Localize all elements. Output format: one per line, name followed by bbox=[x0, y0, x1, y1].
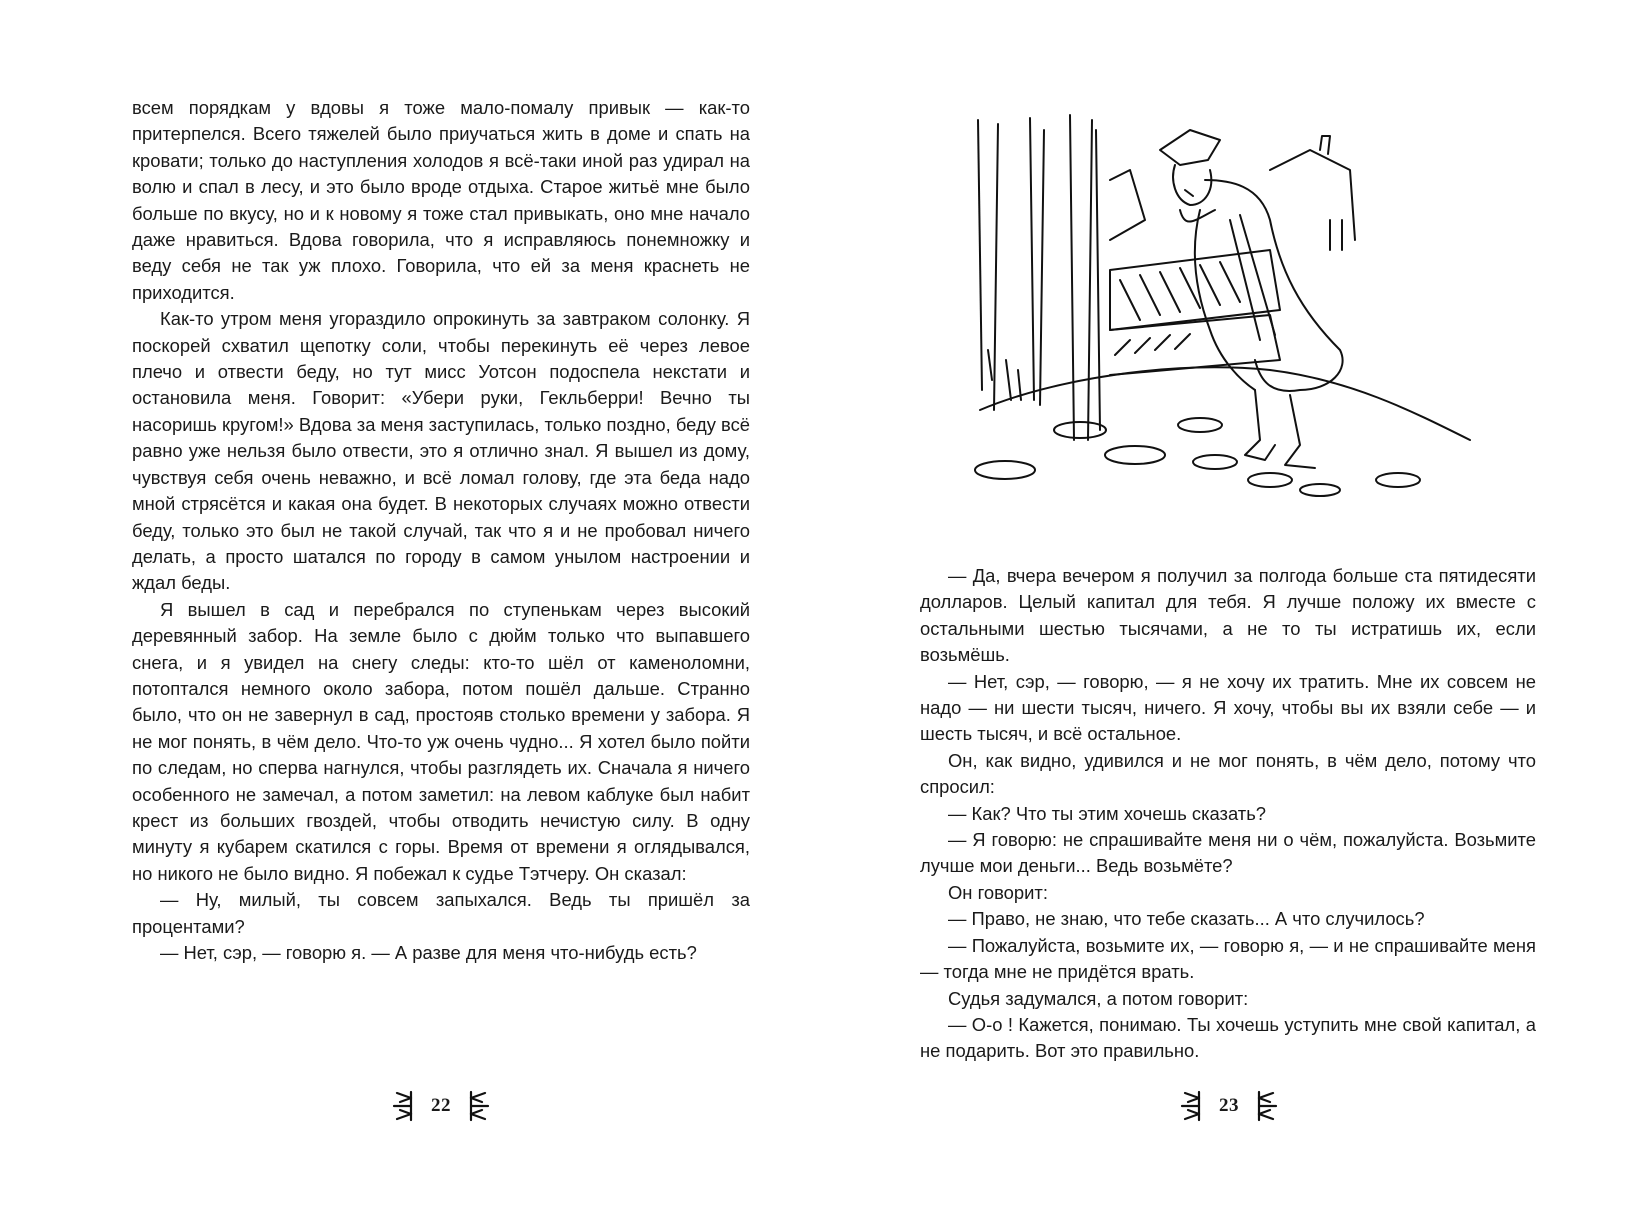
paragraph: — Да, вчера вечером я получил за полгода больше ста пятидесяти долларов. Целый капитал для тебя. Я лучше положу их вместе с остальными шестью тысячами, а не то ты истратишь их, если возьмёшь. bbox=[920, 565, 1536, 666]
paragraph: Он говорит: bbox=[948, 881, 1048, 903]
paragraph: — Ну, милый, ты совсем запыхался. Ведь ты пришёл за процентами? bbox=[132, 889, 750, 937]
page-number: 22 bbox=[431, 1095, 451, 1116]
left-page-text bbox=[132, 95, 750, 966]
paragraph: — О-о ! Кажется, понимаю. Ты хочешь уступить мне свой капитал, а не подарить. Вот это правильно. bbox=[920, 1013, 1536, 1062]
paragraph: Я вышел в сад и перебрался по ступенькам через высокий деревянный забор. На земле было с дюйм только что выпавшего снега, и я увидел на снегу следы: кто-то шёл от каменоломни, потоптался немного около забора, потом пошёл дальше. Странно было, что он не завернул в сад, простояв столько времени у забора. Я не мог понять, в чём дело. Что-то уж очень чудно... Я хотел было пойти по следам, но сперва нагнулся, чтобы разглядеть их. Сначала я ничего особенного не замечал, а потом заметил: на левом каблуке был набит крест из больших гвоздей, чтобы отводить нечистую силу. В одну минуту я кубарем скатился с горы. Время от времени я оглядывался, но никого не было видно. Я побежал к судье Тэтчеру. Он сказал: bbox=[132, 598, 750, 884]
paragraph: Он, как видно, удивился и не мог понять, в чём дело, потому что спросил: bbox=[920, 749, 1536, 798]
paragraph: Судья задумался, а потом говорит: bbox=[948, 987, 1249, 1009]
ornament-left-icon bbox=[391, 1090, 417, 1122]
ornament-right-icon bbox=[465, 1090, 491, 1122]
paragraph: — Право, не знаю, что тебе сказать... А что случилось? bbox=[948, 908, 1425, 930]
ornament-left-icon bbox=[1179, 1090, 1205, 1122]
paragraph: — Я говорю: не спрашивайте меня ни о чём, пожалуйста. Возьмите лучше мои деньги... Ведь возьмёте? bbox=[920, 829, 1536, 877]
paragraph: — Нет, сэр, — говорю я. — А разве для меня что-нибудь есть? bbox=[160, 942, 697, 963]
page-number: 23 bbox=[1219, 1095, 1239, 1116]
paragraph: — Пожалуйста, возьмите их, — говорю я, — и не спрашивайте меня — тогда мне не придётся врать. bbox=[920, 934, 1536, 983]
paragraph: всем порядкам у вдовы я тоже мало-помалу привык — как-то притерпелся. Всего тяжелей было приучаться жить в доме и спать на кровати; только до наступления холодов я всё-таки иной раз удирал на волю и спал в лесу, и это было вроде отдыха. Старое житьё мне было больше по вкусу, но и к новому я тоже стал привыкать, оно мне начало даже нравиться. Вдова говорила, что я исправляюсь понемножку и веду себя не так уж плохо. Говорила, что ей за меня краснеть не приходится. bbox=[132, 97, 750, 303]
right-page-folio bbox=[1159, 1090, 1299, 1122]
right-page-text bbox=[920, 563, 1536, 1065]
illustration bbox=[970, 110, 1480, 510]
huck-finn-illustration-icon bbox=[970, 110, 1480, 510]
paragraph: Как-то утром меня угораздило опрокинуть за завтраком солонку. Я поскорей схватил щепотку соли, чтобы перекинуть её через левое плечо и отвести беду, но тут мисс Уотсон подоспела некстати и остановила меня. Говорит: «Убери руки, Гекльберри! Вечно ты насоришь кругом!» Вдова за меня заступилась, только поздно, беду всё равно уже нельзя было отвести, это я отлично знал. Я вышел из дому, чувствуя себя очень неважно, и всё ломал голову, где эта беда надо мной стрясётся и какая она будет. В некоторых случаях можно отвести беду, только это был не такой случай, так что я и не пробовал ничего делать, а просто шатался по городу в самом унылом настроении и ждал беды. bbox=[132, 308, 750, 594]
ornament-right-icon bbox=[1253, 1090, 1279, 1122]
left-page-folio bbox=[371, 1090, 511, 1122]
paragraph: — Как? Что ты этим хочешь сказать? bbox=[948, 802, 1267, 824]
paragraph: — Нет, сэр, — говорю, — я не хочу их тратить. Мне их совсем не надо — ни шести тысяч, ничего. Я хочу, чтобы вы их взяли себе — и шесть тысяч, и всё остальное. bbox=[920, 670, 1536, 745]
